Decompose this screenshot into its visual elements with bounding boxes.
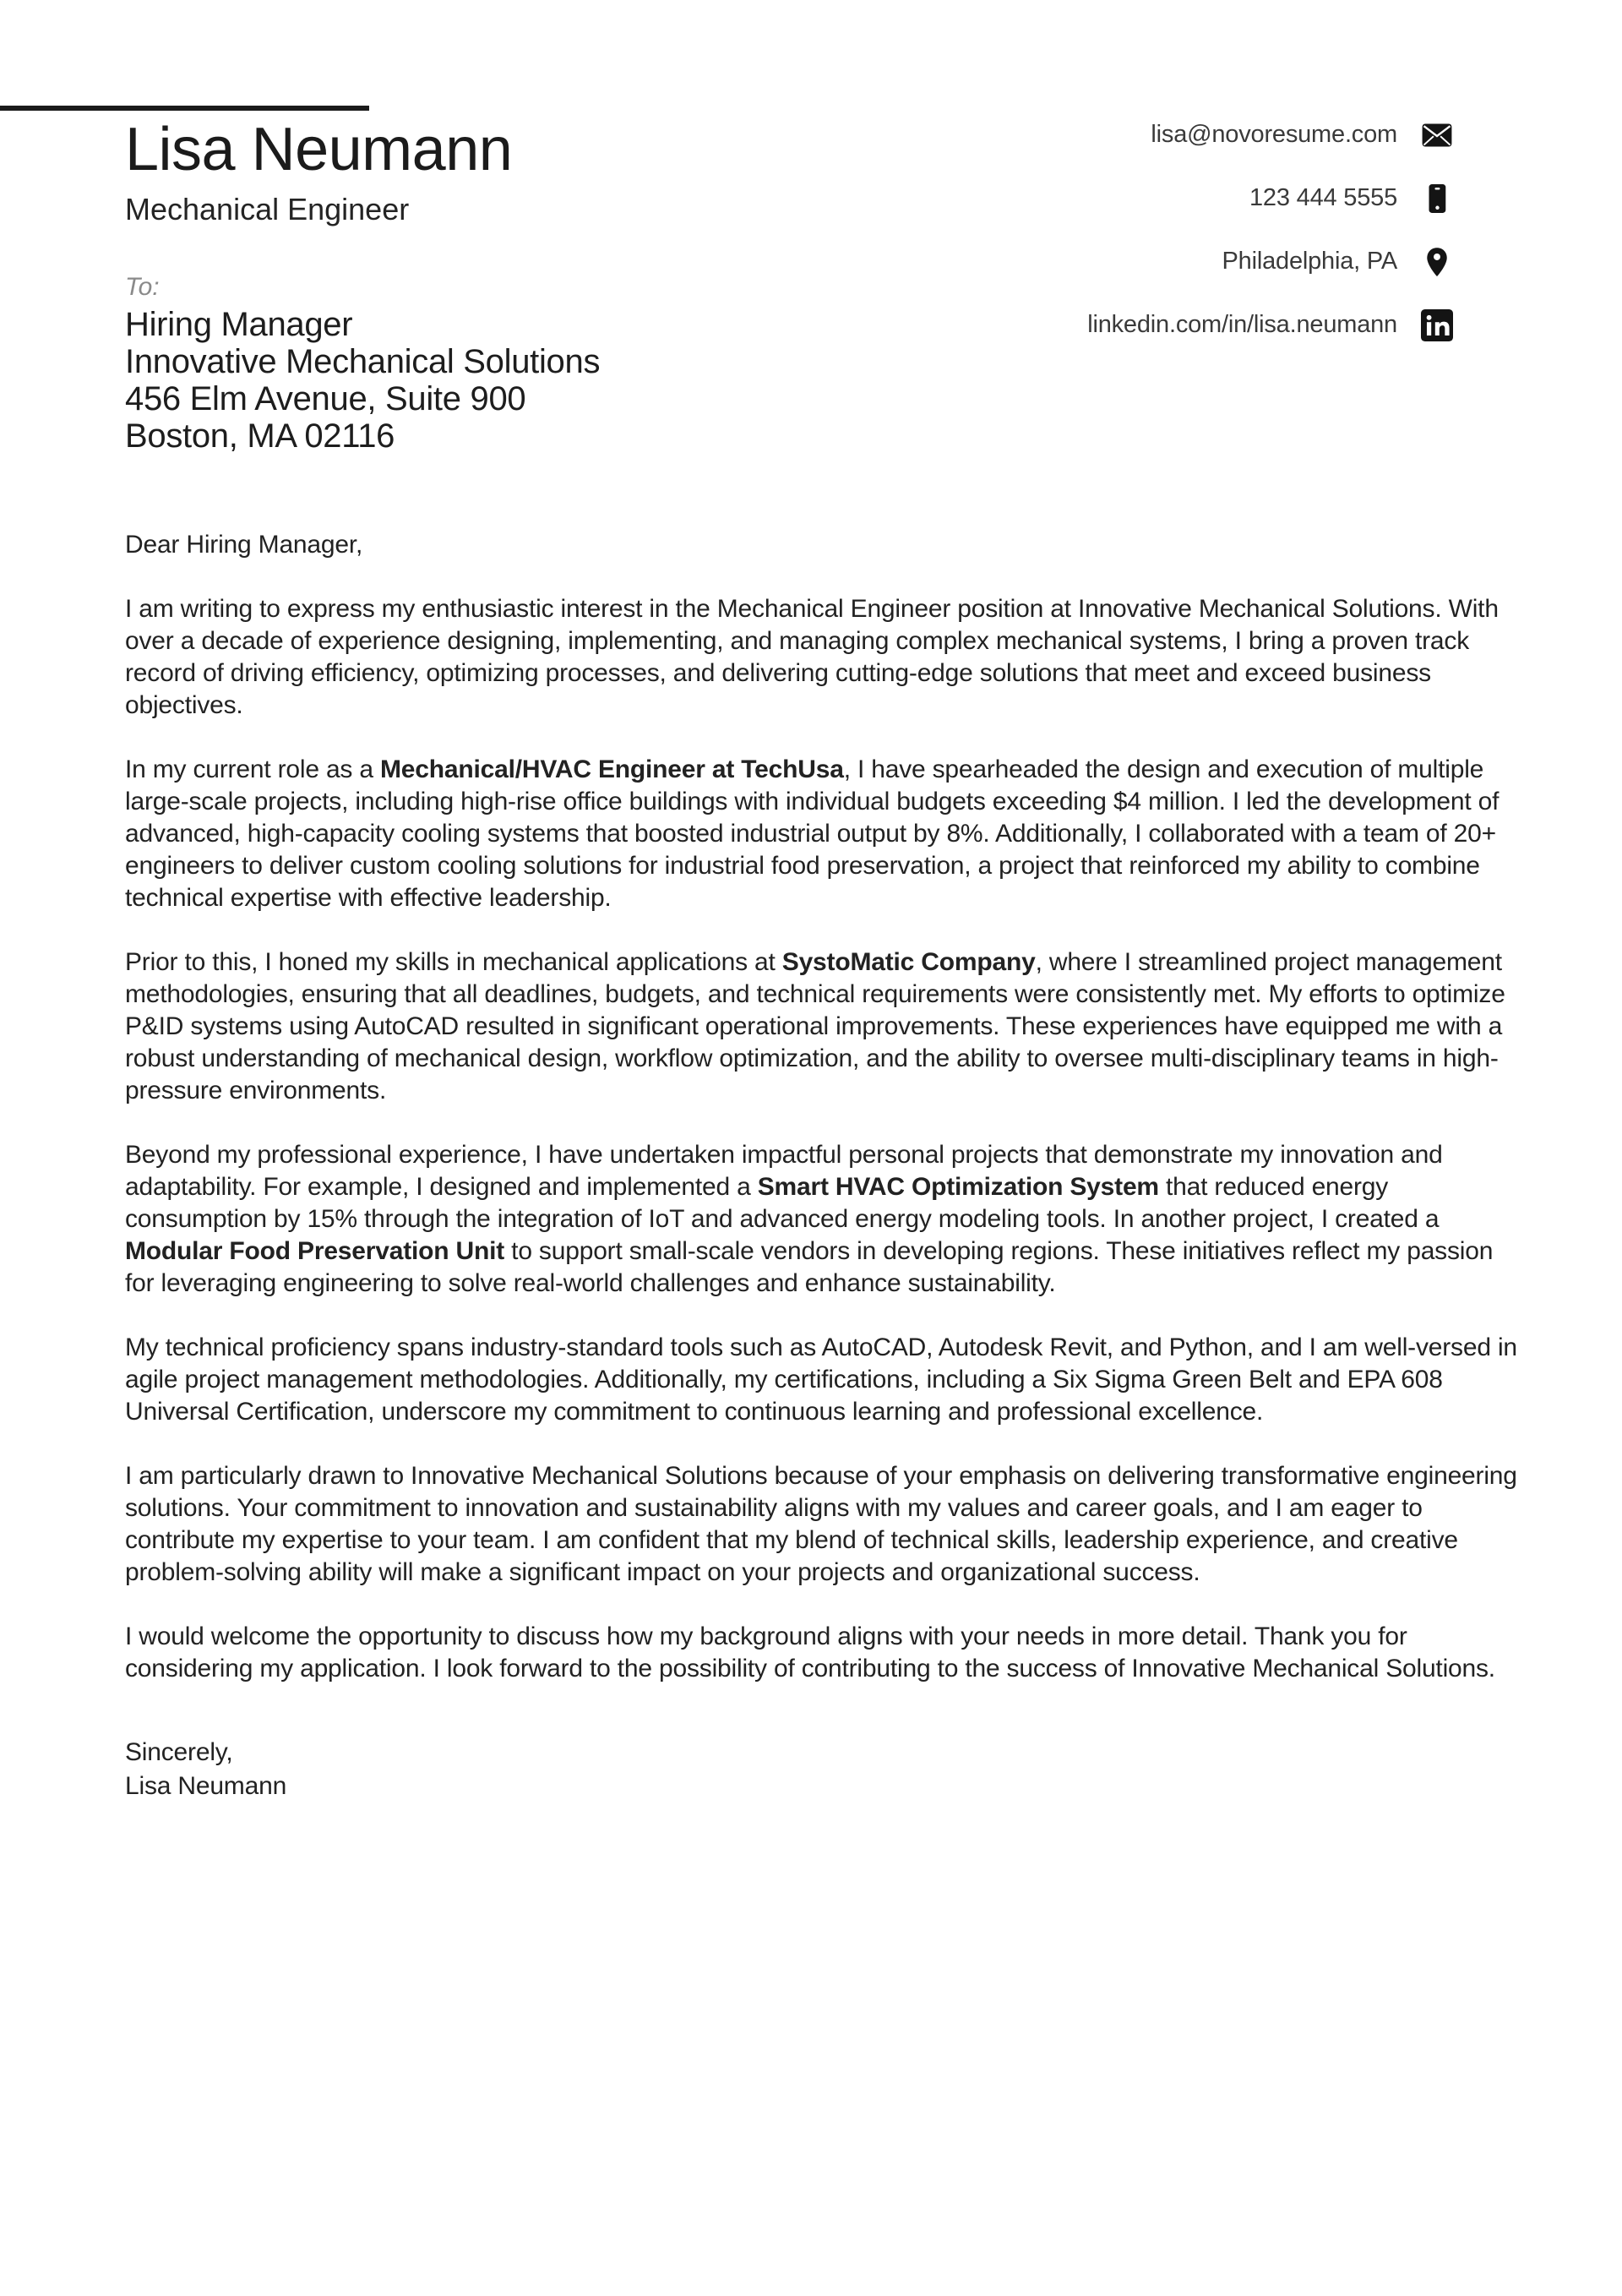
bold-text: Modular Food Preservation Unit xyxy=(125,1237,505,1265)
body-text: My technical proficiency spans industry-standard tools such as AutoCAD, Autodesk Revit, and Python, and I am well-versed in agile project management methodologies. Additionally, my certifications, including a Six Sigma Green Belt and EPA 608 Universal Certification, underscore my commitment to continuous learning and professional excellence. xyxy=(125,1333,1517,1426)
letter-paragraphs xyxy=(125,593,1519,1685)
letter-paragraph xyxy=(125,946,1519,1107)
salutation: Dear Hiring Manager, xyxy=(125,531,363,559)
person-job-title: Mechanical Engineer xyxy=(125,192,410,226)
contact-value: lisa@novoresume.com xyxy=(1151,121,1397,148)
contact-row xyxy=(1087,293,1453,357)
body-text: Beyond my professional experience, I have undertaken impactful personal projects that demonstrate my innovation and adaptability. For example, I designed and implemented a xyxy=(125,1141,1443,1201)
bold-text: Mechanical/HVAC Engineer at TechUsa xyxy=(379,755,844,783)
letter-paragraph xyxy=(125,754,1519,914)
linkedin-icon xyxy=(1421,309,1453,341)
contact-list xyxy=(1087,103,1453,357)
letter-paragraph xyxy=(125,1332,1519,1428)
to-label: To: xyxy=(125,273,160,301)
recipient-line: Innovative Mechanical Solutions xyxy=(125,343,601,380)
body-text: In my current role as a xyxy=(125,755,380,783)
bold-text: SystoMatic Company xyxy=(781,948,1036,976)
recipient-address xyxy=(125,306,600,455)
letter-paragraph xyxy=(125,593,1519,722)
contact-row xyxy=(1087,230,1453,293)
contact-row xyxy=(1087,166,1453,230)
contact-value: linkedin.com/in/lisa.neumann xyxy=(1087,311,1397,338)
letter-paragraph xyxy=(125,1621,1519,1685)
bold-text: Smart HVAC Optimization System xyxy=(757,1173,1159,1201)
email-icon xyxy=(1421,119,1453,151)
body-text: I am particularly drawn to Innovative Mechanical Solutions because of your emphasis on delivering transformative engineering solutions. Your commitment to innovation and sustainability aligns with my values and career goals, and I am eager to contribute my expertise to your team. I am confident that my blend of technical skills, leadership experience, and creative problem-solving ability will make a significant impact on your projects and organizational success. xyxy=(125,1462,1517,1586)
person-name: Lisa Neumann xyxy=(125,116,513,183)
body-text: I am writing to express my enthusiastic interest in the Mechanical Engineer position at Innovative Mechanical Solutions. With over a decade of experience designing, implementing, and managing complex mechanical systems, I bring a proven track record of driving efficiency, optimizing processes, and delivering cutting-edge solutions that meet and exceed business objectives. xyxy=(125,595,1499,719)
body-text: Prior to this, I honed my skills in mechanical applications at xyxy=(125,948,782,976)
recipient-line: Hiring Manager xyxy=(125,306,353,343)
body-text: I would welcome the opportunity to discuss how my background aligns with your needs in more detail. Thank you for considering my application. I look forward to the possibility of contributing to the success of Innovative Mechanical Solutions. xyxy=(125,1622,1495,1682)
recipient-line: 456 Elm Avenue, Suite 900 xyxy=(125,380,526,417)
letter-paragraph xyxy=(125,1139,1519,1300)
body-text: to support small-scale vendors in developing regions. These initiatives reflect my passion for leveraging engineering to solve real-world challenges and enhance sustainability. xyxy=(125,1237,1494,1297)
letter-body xyxy=(125,529,1519,1803)
location-icon xyxy=(1421,246,1453,278)
closing-block xyxy=(125,1736,1519,1803)
contact-row xyxy=(1087,103,1453,166)
phone-icon xyxy=(1421,183,1453,215)
recipient-line: Boston, MA 02116 xyxy=(125,417,395,455)
body-text: , where I streamlined project management methodologies, ensuring that all deadlines, budgets, and technical requirements were consistently met. My efforts to optimize P&ID systems using AutoCAD resulted in significant operational improvements. These experiences have equipped me with a robust understanding of mechanical design, workflow optimization, and the ability to oversee multi-disciplinary teams in high-pressure environments. xyxy=(125,948,1505,1104)
closing-sincerely: Sincerely, xyxy=(125,1738,233,1766)
contact-value: Philadelphia, PA xyxy=(1222,248,1397,275)
contact-value: 123 444 5555 xyxy=(1249,184,1397,211)
body-text: that reduced energy consumption by 15% through the integration of IoT and advanced energy modeling tools. In another project, I created a xyxy=(125,1173,1440,1233)
body-text: , I have spearheaded the design and execution of multiple large-scale projects, including high-rise office buildings with individual budgets exceeding $4 million. I led the development of advanced, high-capacity cooling systems that boosted industrial output by 8%. Additionally, I collaborated with a team of 20+ engineers to deliver custom cooling solutions for industrial food preservation, a project that reinforced my ability to combine technical expertise with effective leadership. xyxy=(125,755,1500,912)
header-rule xyxy=(0,106,369,111)
recipient-block xyxy=(125,269,600,455)
letter-paragraph xyxy=(125,1460,1519,1589)
closing-signature: Lisa Neumann xyxy=(125,1772,287,1800)
